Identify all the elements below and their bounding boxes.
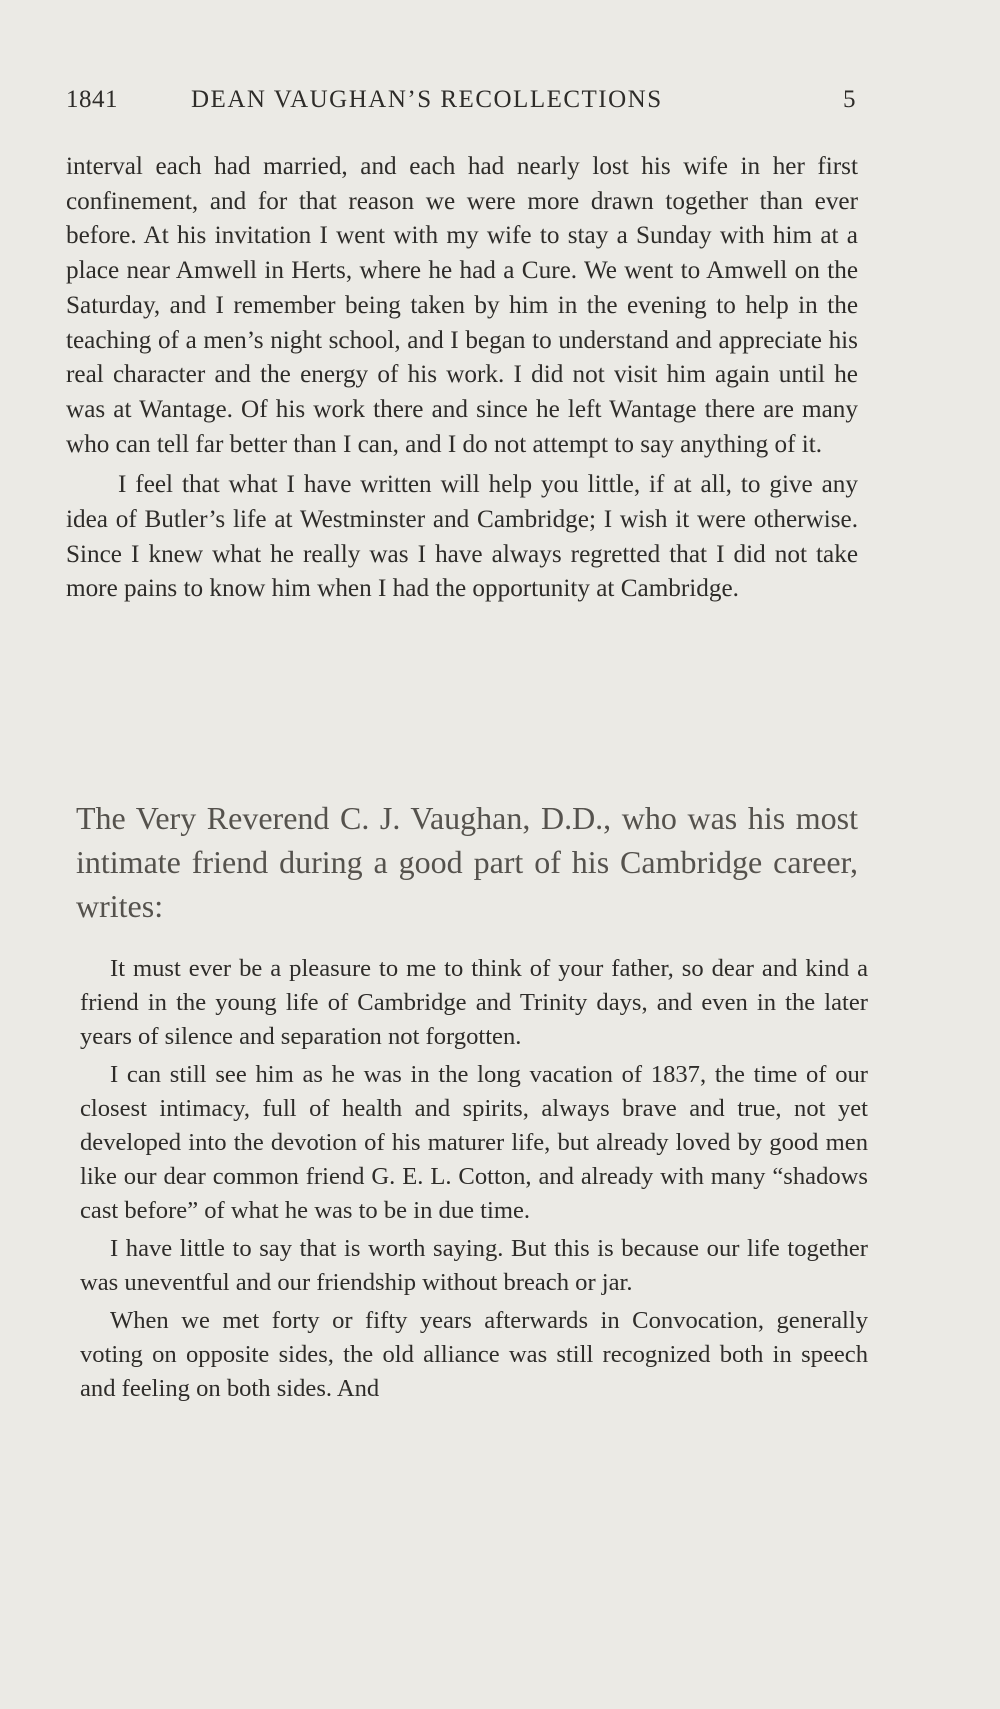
page-number: 5: [843, 86, 856, 113]
paragraph: It must ever be a pleasure to me to think of your father, so dear and kind a friend in the young life of Cambridge and Trinity days, and even in the later years of silence and separation not forgotten.: [80, 955, 868, 1050]
header-year: 1841: [66, 86, 118, 113]
letter-continuation: [66, 150, 858, 607]
paragraph: I have little to say that is worth saying. But this is because our life together was uneventful and our friendship without breach or jar.: [80, 1235, 868, 1296]
section-heading: The Very Reverend C. J. Vaughan, D.D., who was his most intimate friend during a good part of his Cambridge career, writes:: [76, 800, 858, 924]
paragraph: interval each had married, and each had nearly lost his wife in her first confinement, and for that reason we were more drawn together than ever before. At his invitation I went with my wife to stay a Sunday with him at a place near Amwell in Herts, where he had a Cure. We went to Amwell on the Saturday, and I remember being taken by him in the evening to help in the teaching of a men’s night school, and I began to understand and appreciate his real character and the energy of his work. I did not visit him again until he was at Wantage. Of his work there and since he left Wantage there are many who can tell far better than I can, and I do not attempt to say anything of it.: [66, 153, 858, 458]
paragraph: I can still see him as he was in the long vacation of 1837, the time of our closest intimacy, full of health and spirits, always brave and true, not yet developed into the devotion of his maturer life, but already loved by good men like our dear common friend G. E. L. Cotton, and already with many “shadows cast before” of what he was to be in due time.: [80, 1061, 868, 1224]
paragraph: When we met forty or fifty years afterwards in Convocation, generally voting on opposite sides, the old alliance was still recognized both in speech and feeling on both sides. And: [80, 1307, 868, 1402]
running-header: [66, 86, 856, 126]
vaughan-letter: [80, 952, 868, 1406]
paragraph: I feel that what I have written will help you little, if at all, to give any idea of Butler’s life at Westminster and Cambridge; I wish it were otherwise. Since I knew what he really was I have always regretted that I did not take more pains to know him when I had the opportunity at Cambridge.: [66, 471, 858, 603]
running-title: DEAN VAUGHAN’S RECOLLECTIONS: [191, 86, 663, 113]
